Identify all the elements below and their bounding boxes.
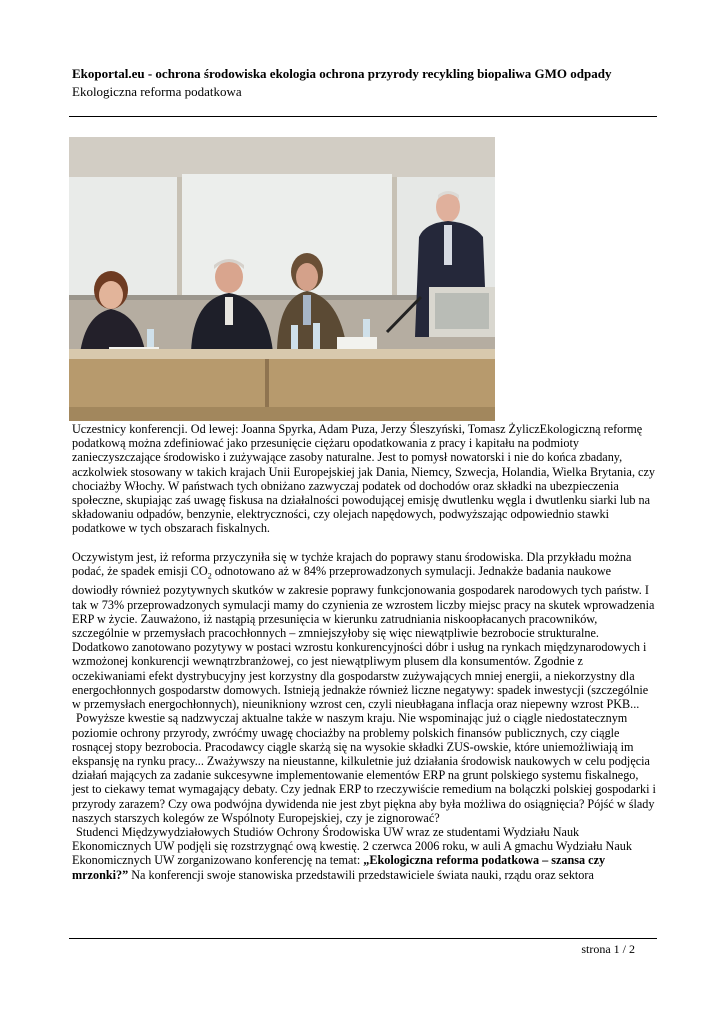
paragraph-text: Studenci Międzywydziałowych Studiów Ochrony Środowiska UW wraz ze studentami Wydziału Nauk Ekonomicznych UW podjęli się rozstrzygnąć ową kwestię. 2 czerwca 2006 roku, w auli A gmachu Wydziału Nauk Ekonomicznych UW zorganizowano konferencję na temat: (72, 824, 632, 868)
paragraph-text: Oczywistym jest, iż reforma przyczyniła się w tychże krajach do poprawy stanu środowiska. Dla przykładu można podać, że spadek emisji CO (72, 549, 632, 578)
page-header (72, 66, 662, 100)
conference-title: „Ekologiczna reforma podatkowa – szansa czy mrzonki?” (72, 853, 606, 882)
conference-photo (69, 137, 495, 421)
paragraph-text: odnotowano aż w 84% przeprowadzonych symulacji. Jednakże badania naukowe dowiodły również pozytywnych skutków w zakresie poprawy funkcjonowania gospodarek narodowych tych państw. I tak w 73% przeprowadzonych symulacji mamy do czynienia ze wzrostem liczby miejsc pracy na skutek wprowadzenia ERP w życie. Zauważono, iż nastąpią przesunięcia w kierunku zatrudniania niskoopłacanych pracowników, szczególnie w przemysłach pracochłonnych – zmniejszyłoby się więc niewątpliwie bezrobocie strukturalne. Dodatkowo zanotowano pozytywy w postaci wzrostu konkurencyjności dóbr i usług na rynkach międzynarodowych i wzmożonej konkurencji wewnątrzbranżowej, co jest niewątpliwym plusem dla konsumentów. Zgodnie z oczekiwaniami efekt dystrybucyjny jest korzystny dla gospodarstw zużywających mniej energii, a niekorzystny dla energochłonnych gospodarstw domowych. Istnieją jednakże również liczne negatywy: spadek inwestycji (szczególnie w przemysłach energochłonnych), nieunikniony wzrost cen, czyli nieubłagana inflacja oraz niepewny wzrost PKB... (72, 563, 655, 712)
article-paragraph (72, 550, 657, 712)
page-number: strona 1 / 2 (581, 942, 635, 956)
article-title: Ekologiczna reforma podatkowa (72, 84, 242, 99)
header-divider (69, 116, 657, 117)
footer-divider (69, 938, 657, 939)
subscript: 2 (207, 571, 212, 581)
article-body (72, 422, 657, 882)
article-paragraph (72, 825, 657, 882)
site-title: Ekoportal.eu - ochrona środowiska ekologia ochrona przyrody recykling biopaliwa GMO odpady (72, 66, 612, 81)
paragraph-text: Powyższe kwestie są nadzwyczaj aktualne także w naszym kraju. Nie wspominając już o ciągle niedostatecznym poziomie ochrony przyrody, zwróćmy uwagę chociażby na problemy polskich finansów publicznych, czy ciągle rosnącej stopy bezrobocia. Pracodawcy ciągle skarżą się na wysokie składki ZUS-owskie, które uniemożliwiają im ekspansję na rynku pracy... Zważywszy na nieustanne, kilkuletnie już działania środowisk naukowych w celu podjęcia działań mających za zadanie sukcesywne implementowanie elementów ERP na grunt polskiego systemu fiskalnego, jest to ciekawy temat wymagający debaty. Czy jednak ERP to rzeczywiście remedium na bolączki polskiej gospodarki i przyrody zarazem? Czy owa podwójna dywidenda nie jest zbyt piękna aby była możliwa do osiągnięcia? Pójść w ślady naszych starszych kolegów ze Wspólnoty Europejskiej, czy je zignorować? (72, 711, 656, 825)
article-paragraph (72, 711, 657, 825)
paragraph-text: Na konferencji swoje stanowiska przedstawili przedstawiciele świata nauki, rządu oraz sektora (128, 867, 594, 882)
article-paragraph: Uczestnicy konferencji. Od lewej: Joanna Spyrka, Adam Puza, Jerzy Śleszyński, Tomasz ŻyliczEkologiczną reformę podatkową można zdefiniować jako przesunięcie ciężaru opodatkowania z pracy i kapitału na podmioty zanieczyszczające środowisko i zużywające zasoby naturalne. Jest to pomysł nowatorski i nie do końca zbadany, aczkolwiek stosowany w takich krajach Unii Europejskiej jak Dania, Niemcy, Szwecja, Holandia, Wielka Brytania, czy chociażby Włochy. W państwach tych obniżano zazwyczaj podatek od dochodów oraz składki na ubezpieczenia społeczne, skupiając zaś uwagę fiskusa na działalności powodującej emisję dwutlenku węgla i dwutlenku siarki lub na składowaniu odpadów, benzynie, elektryczności, czy olejach napędowych, podwyższając odpowiednio stawki podatkowe w tych obszarach fiskalnych. (72, 422, 655, 536)
